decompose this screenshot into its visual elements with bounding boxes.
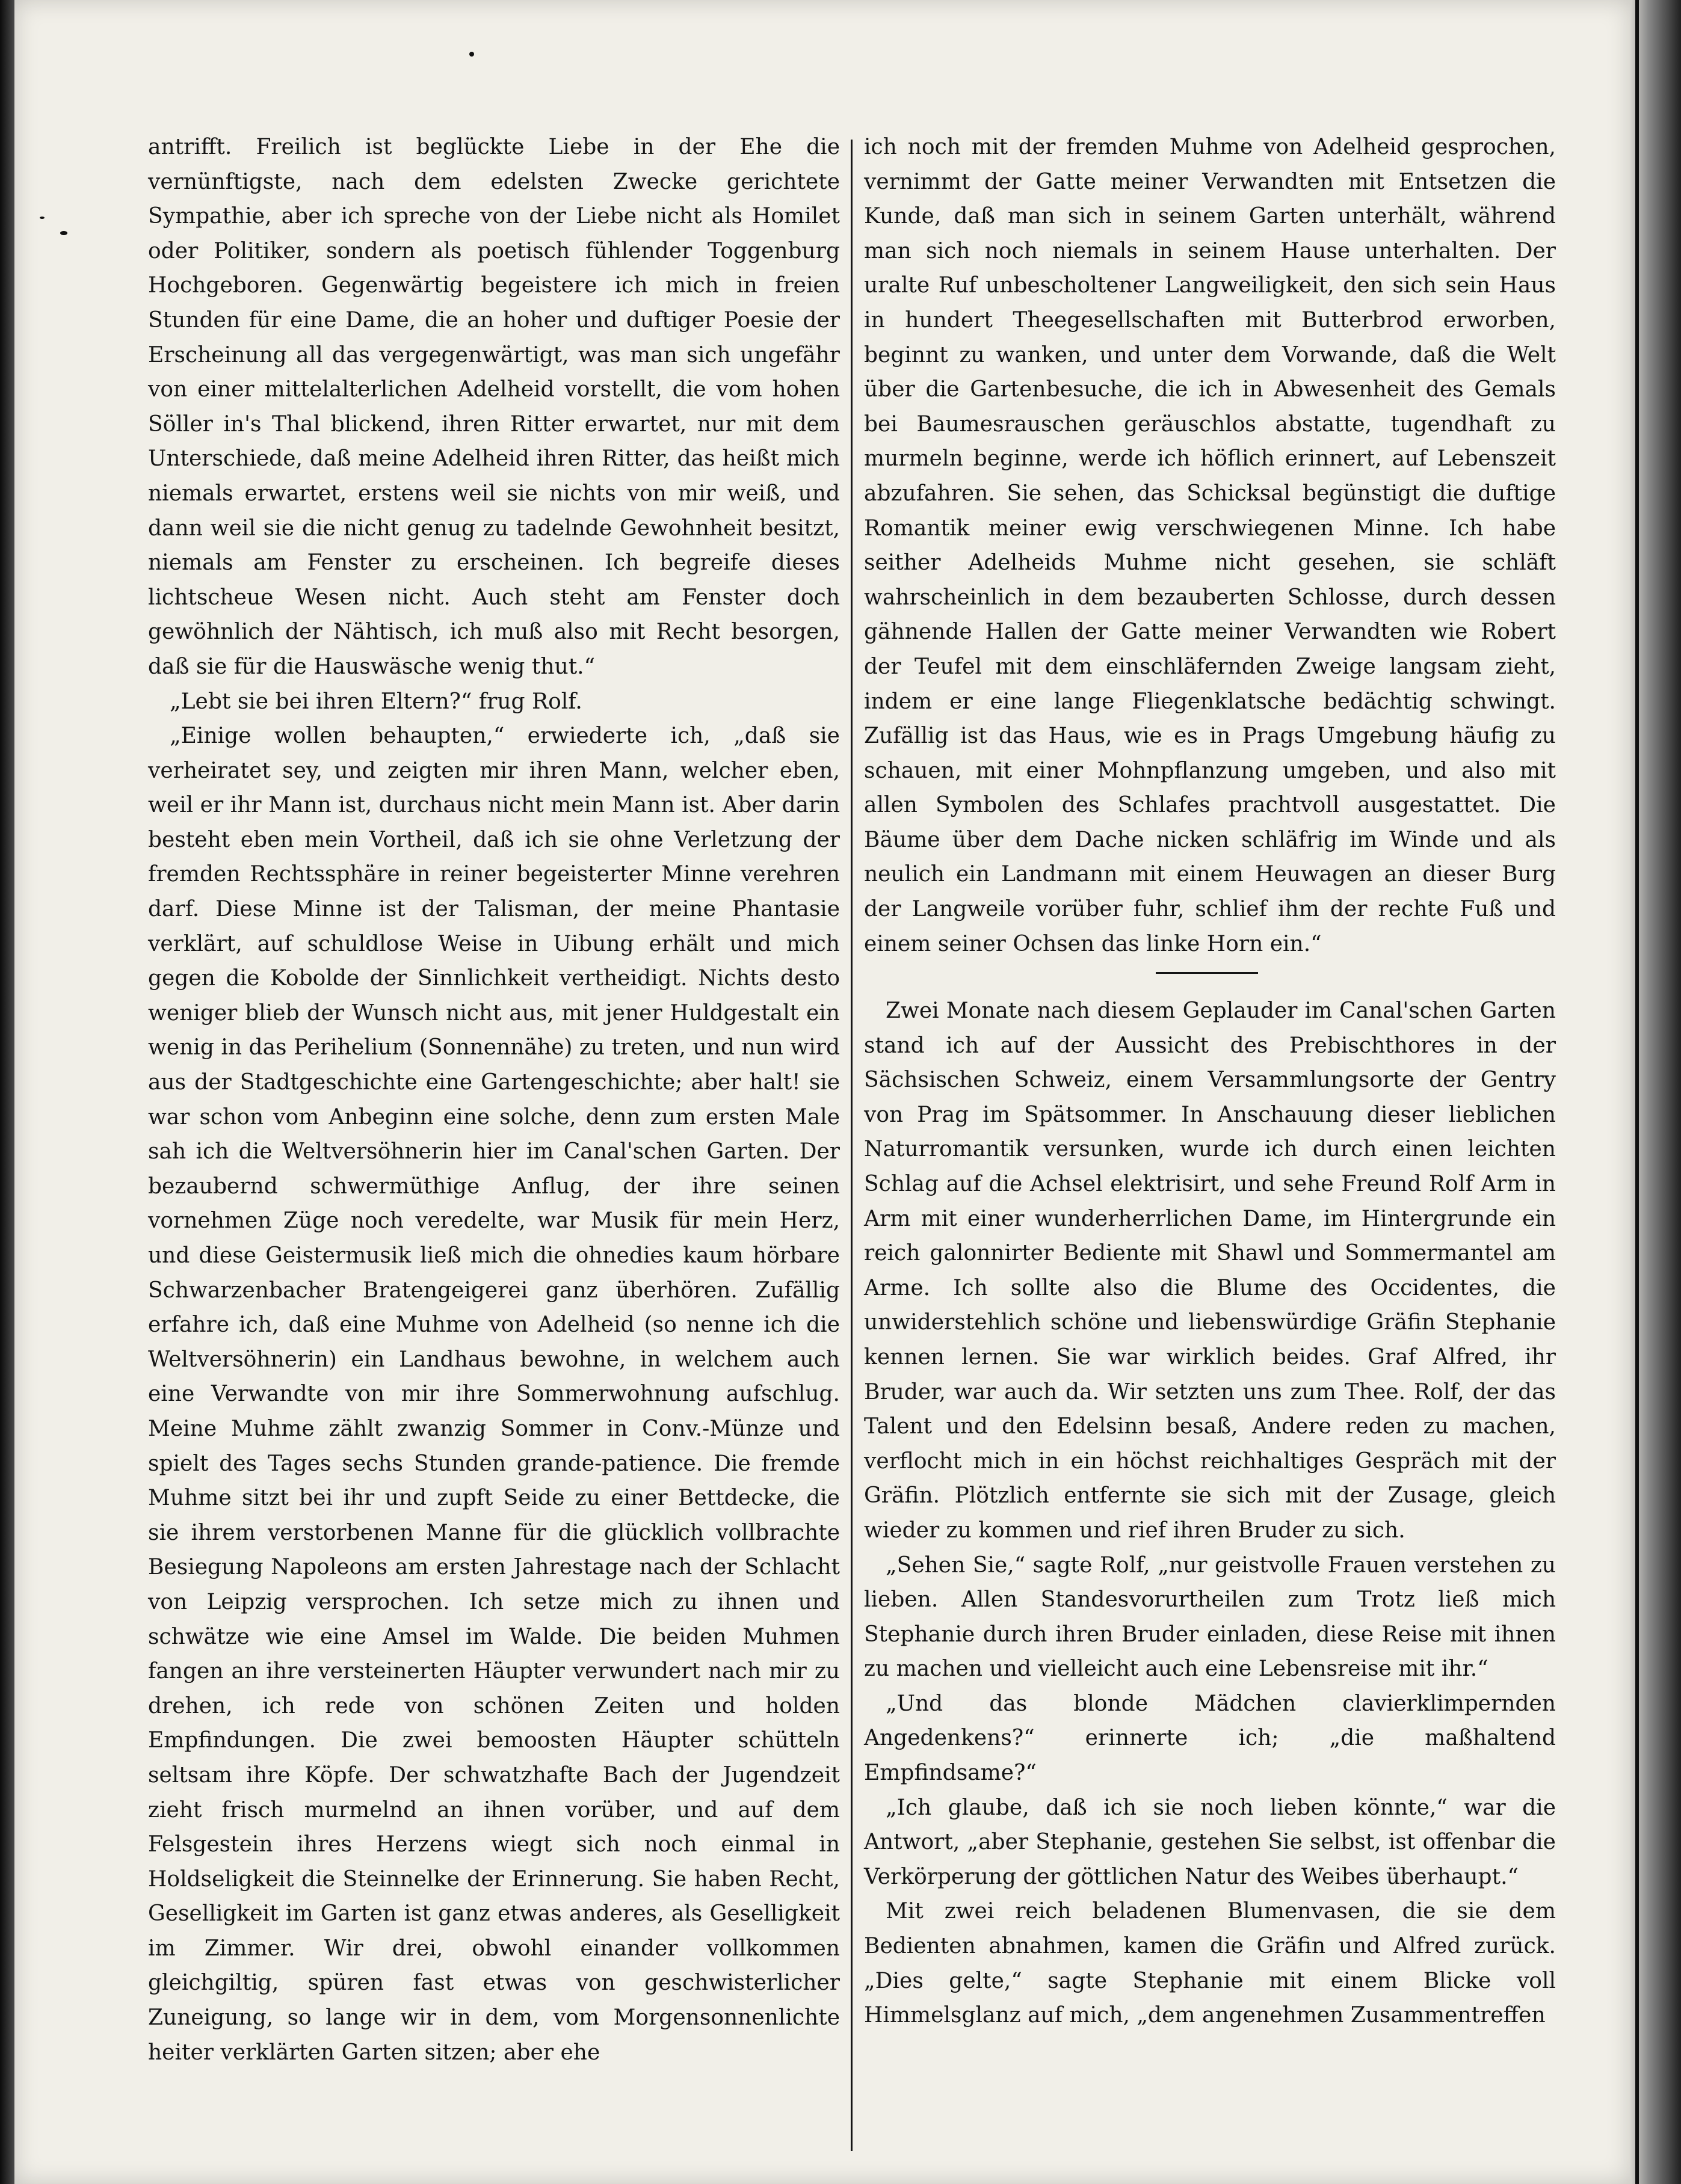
paragraph: „Sehen Sie,“ sagte Rolf, „nur geistvolle Frauen verstehen zu lieben. Allen Standesvorurtheilen zum Trotz ließ mich Stephanie durch ihren Bruder einladen, diese Reise mit ihnen zu machen und vielleicht auch eine Lebensreise mit ihr.“ <box>864 1552 1556 1682</box>
ink-fleck <box>469 52 474 57</box>
column-rule <box>851 140 853 2151</box>
paragraph: „Ich glaube, daß ich sie noch lieben könnte,“ war die Antwort, „aber Stephanie, gestehen Sie selbst, ist offenbar die Verkörperung der göttlichen Natur des Weibes überhaupt.“ <box>864 1795 1556 1889</box>
paragraph: Zwei Monate nach diesem Geplauder im Canal'schen Garten stand ich auf der Aussicht des Prebischthores in der Sächsischen Schweiz, einem Versammlungsorte der Gentry von Prag im Spätsommer. In Anschauung dieser lieblichen Naturromantik versunken, wurde ich durch einen leichten Schlag auf die Achsel elektrisirt, und sehe Freund Rolf Arm in Arm mit einer wunderherrlichen Dame, im Hintergrunde ein reich galonnirter Bediente mit Shawl und Sommermantel am Arme. Ich sollte also die Blume des Occidentes, die unwiderstehlich schöne und liebenswürdige Gräfin Stephanie kennen lernen. Sie war wirklich beides. Graf Alfred, ihr Bruder, war auch da. Wir setzten uns zum Thee. Rolf, der das Talent und den Edelsinn besaß, Andere reden zu machen, verflocht mich in ein höchst reichhaltiges Gespräch mit der Gräfin. Plötzlich entfernte sie sich mit der Zusage, gleich wieder zu kommen und rief ihren Bruder zu sich. <box>864 998 1556 1543</box>
section-separator <box>1156 972 1258 974</box>
paragraph: „Lebt sie bei ihren Eltern?“ frug Rolf. <box>170 689 582 714</box>
left-text-column <box>148 130 840 2070</box>
ink-fleck <box>40 217 45 219</box>
paragraph: ich noch mit der fremden Muhme von Adelheid gesprochen, vernimmt der Gatte meiner Verwandten mit Entsetzen die Kunde, daß man sich in seinem Garten unterhält, während man sich noch niemals in seinem Hause unterhalten. Der uralte Ruf unbescholtener Langweiligkeit, den sich sein Haus in hundert Theegesellschaften mit Butterbrod erworben, beginnt zu wanken, und unter dem Vorwande, daß die Welt über die Gartenbesuche, die ich in Abwesenheit des Gemals bei Baumesrauschen geräuschlos abstatte, tugendhaft zu murmeln beginne, werde ich höflich erinnert, auf Lebenszeit abzufahren. Sie sehen, das Schicksal begünstigt die duftige Romantik meiner ewig verschwiegenen Minne. Ich habe seither Adelheids Muhme nicht gesehen, sie schläft wahrscheinlich in dem bezauberten Schlosse, durch dessen gähnende Hallen der Gatte meiner Verwandten wie Robert der Teufel mit dem einschläfernden Zweige langsam zieht, indem er eine lange Fliegenklatsche bedächtig schwingt. Zufällig ist das Haus, wie es in Prags Umgebung häufig zu schauen, mit einer Mohnpflanzung umgeben, und also mit allen Symbolen des Schlafes prachtvoll ausgestattet. Die Bäume über dem Dache nicken schläfrig im Winde und als neulich ein Landmann mit einem Heuwagen an dieser Burg der Langweile vorüber fuhr, schlief ihm der rechte Fuß und einem seiner Ochsen das linke Horn ein.“ <box>864 135 1556 956</box>
paragraph: Mit zwei reich beladenen Blumenvasen, die sie dem Bedienten abnahmen, kamen die Gräfin und Alfred zurück. „Dies gelte,“ sagte Stephanie mit einem Blicke voll Himmelsglanz auf mich, „dem angenehmen Zusammentreffen <box>864 1899 1556 2028</box>
right-text-column-top <box>864 130 1556 961</box>
paragraph: „Und das blonde Mädchen clavierklimpernden Angedenkens?“ erinnerte ich; „die maßhaltend Empfindsame?“ <box>864 1691 1556 1786</box>
page-right-border <box>1635 0 1639 2184</box>
scan-left-edge <box>0 0 14 2184</box>
ink-fleck <box>60 231 67 235</box>
paragraph: „Einige wollen behaupten,“ erwiederte ich, „daß sie verheiratet sey, und zeigten mir ihren Mann, welcher eben, weil er ihr Mann ist, durchaus nicht mein Mann ist. Aber darin besteht eben mein Vortheil, daß ich sie ohne Verletzung der fremden Rechtssphäre in reiner begeisterter Minne verehren darf. Diese Minne ist der Talisman, der meine Phantasie verklärt, auf schuldlose Weise in Uibung erhält und mich gegen die Kobolde der Sinnlichkeit vertheidigt. Nichts desto weniger blieb der Wunsch nicht aus, mit jener Huldgestalt ein wenig in das Perihelium (Sonnennähe) zu treten, und nun wird aus der Stadtgeschichte eine Gartengeschichte; aber halt! sie war schon vom Anbeginn eine solche, denn zum ersten Male sah ich die Weltversöhnerin hier im Canal'schen Garten. Der bezaubernd schwermüthige Anflug, der ihre seinen vornehmen Züge noch veredelte, war Musik für mein Herz, und diese Geistermusik ließ mich die ohnedies kaum hörbare Schwarzenbacher Bratengeigerei ganz überhören. Zufällig erfahre ich, daß eine Muhme von Adelheid (so nenne ich die Weltversöhnerin) ein Landhaus bewohne, in welchem auch eine Verwandte von mir ihre Sommerwohnung aufschlug. Meine Muhme zählt zwanzig Sommer in Conv.-Münze und spielt des Tages sechs Stunden grande-patience. Die fremde Muhme sitzt bei ihr und zupft Seide zu einer Bettdecke, die sie ihrem verstorbenen Manne für die glücklich vollbrachte Besiegung Napoleons am ersten Jahrestage nach der Schlacht von Leipzig versprochen. Ich setze mich zu ihnen und schwätze wie eine Amsel im Walde. Die beiden Muhmen fangen an ihre versteinerten Häupter verwundert nach mir zu drehen, ich rede von schönen Zeiten und holden Empfindungen. Die zwei bemoosten Häupter schütteln seltsam ihre Köpfe. Der schwatzhafte Bach der Jugendzeit zieht frisch murmelnd an ihnen vorüber, und auf dem Felsgestein ihres Herzens wiegt sich noch einmal in Holdseligkeit die Steinnelke der Erinnerung. Sie haben Recht, Geselligkeit im Garten ist ganz etwas anderes, als Geselligkeit im Zimmer. Wir drei, obwohl einander vollkommen gleichgiltig, spüren fast etwas von geschwisterlicher Zuneigung, so lange wir in dem, vom Morgensonnenlichte heiter verklärten Garten sitzen; aber ehe <box>148 724 840 2065</box>
right-text-column-bottom <box>864 994 1556 2033</box>
paragraph: antrifft. Freilich ist beglückte Liebe in der Ehe die vernünftigste, nach dem edelsten Zwecke gerichtete Sympathie, aber ich spreche von der Liebe nicht als Homilet oder Politiker, sondern als poetisch fühlender Toggenburg Hochgeboren. Gegenwärtig begeistere ich mich in freien Stunden für eine Dame, die an hoher und duftiger Poesie der Erscheinung all das vergegenwärtigt, was man sich ungefähr von einer mittelalterlichen Adelheid vorstellt, die vom hohen Söller in's Thal blickend, ihren Ritter erwartet, nur mit dem Unterschiede, daß meine Adelheid ihren Ritter, das heißt mich niemals erwartet, erstens weil sie nichts von mir weiß, und dann weil sie die nicht genug zu tadelnde Gewohnheit besitzt, niemals am Fenster zu erscheinen. Ich begreife dieses lichtscheue Wesen nicht. Auch steht am Fenster doch gewöhnlich der Nähtisch, ich muß also mit Recht besorgen, daß sie für die Hauswäsche wenig thut.“ <box>148 135 840 679</box>
